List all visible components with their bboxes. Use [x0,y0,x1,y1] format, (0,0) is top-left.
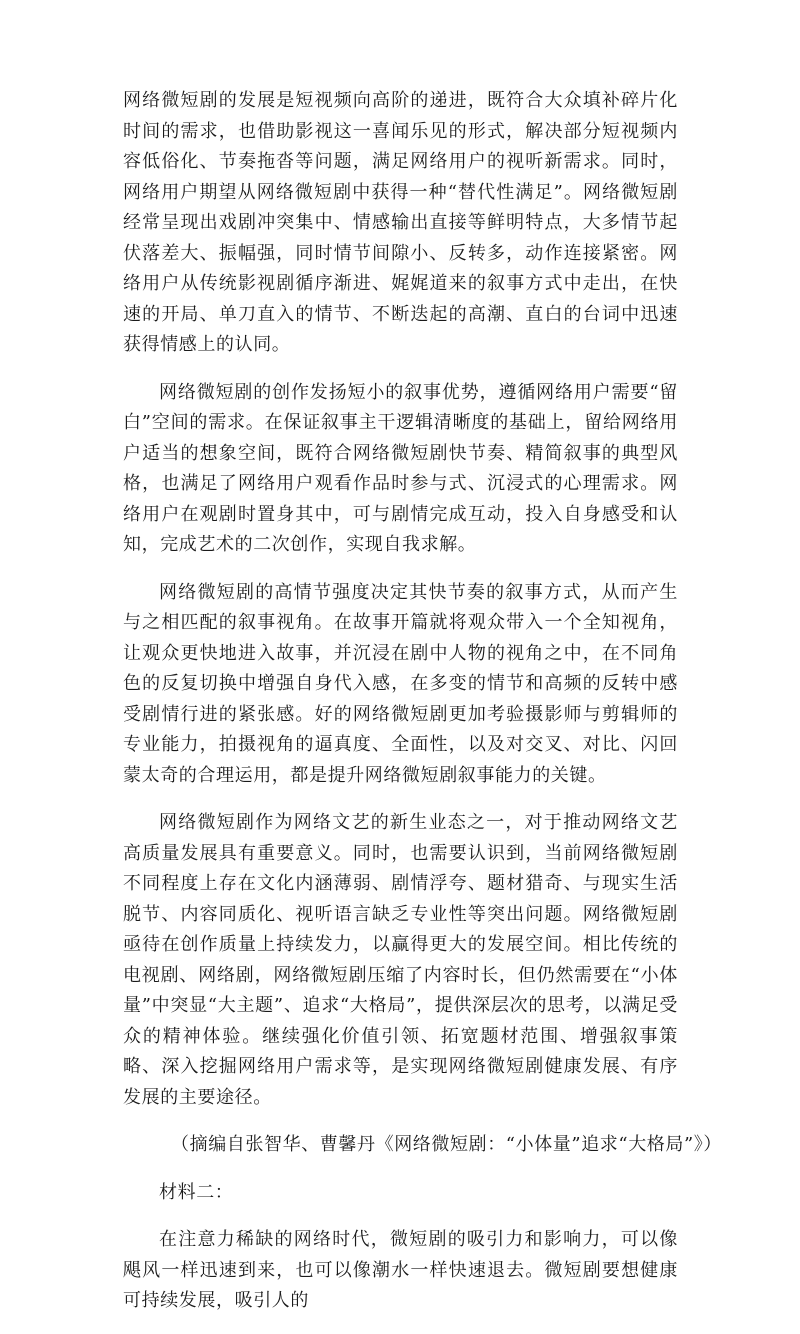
paragraph-4: 网络微短剧作为网络文艺的新生业态之一，对于推动网络文艺高质量发展具有重要意义。同时，也需要认识到，当前网络微短剧不同程度上存在文化内涵薄弱、剧情浮夸、题材猎奇、与现实生活脱节、内容同质化、视听语言缺乏专业性等突出问题。网络微短剧亟待在创作质量上持续发力，以赢得更大的发展空间。相比传统的电视剧、网络剧，网络微短剧压缩了内容时长，但仍然需要在“小体量”中突显“大主题”、追求“大格局”，提供深层次的思考，以满足受众的精神体验。继续强化价值引领、拓宽题材范围、增强叙事策略、深入挖掘网络用户需求等，是实现网络微短剧健康发展、有序发展的主要途径。 [123,812,678,1108]
paragraph-1: 网络微短剧的发展是短视频向高阶的递进，既符合大众填补碎片化时间的需求，也借助影视这一喜闻乐见的形式，解决部分短视频内容低俗化、节奏拖沓等问题，满足网络用户的视听新需求。同时，网络用户期望从网络微短剧中获得一种“替代性满足”。网络微短剧经常呈现出戏剧冲突集中、情感输出直接等鲜明特点，大多情节起伏落差大、振幅强，同时情节间隙小、反转多，动作连接紧密。网络用户从传统影视剧循序渐进、娓娓道来的叙事方式中走出，在快速的开局、单刀直入的情节、不断迭起的高潮、直白的台词中迅速获得情感上的认同。 [123,90,678,355]
section-label: 材料二： [159,1181,234,1203]
source-citation: （摘编自张智华、曹馨丹《网络微短剧：“小体量”追求“大格局”》） [171,1134,723,1155]
paragraph-2: 网络微短剧的创作发扬短小的叙事优势，遵循网络用户需要“留白”空间的需求。在保证叙事主干逻辑清晰度的基础上，留给网络用户适当的想象空间，既符合网络微短剧快节奏、精简叙事的典型风格，也满足了网络用户观看作品时参与式、沉浸式的心理需求。网络用户在观剧时置身其中，可与剧情完成互动，投入自身感受和认知，完成艺术的二次创作，实现自我求解。 [123,381,678,555]
document-body [123,86,723,1334]
paragraph-5: 在注意力稀缺的网络时代，微短剧的吸引力和影响力，可以像飓风一样迅速到来，也可以像潮水一样快速退去。微短剧要想健康可持续发展，吸引人的 [123,1229,678,1311]
paragraph-3: 网络微短剧的高情节强度决定其快节奏的叙事方式，从而产生与之相匹配的叙事视角。在故事开篇就将观众带入一个全知视角，让观众更快地进入故事，并沉浸在剧中人物的视角之中，在不同角色的反复切换中增强自身代入感，在多变的情节和高频的反转中感受剧情行进的紧张感。好的网络微短剧更加考验摄影师与剪辑师的专业能力，拍摄视角的逼真度、全面性，以及对交叉、对比、闪回蒙太奇的合理运用，都是提升网络微短剧叙事能力的关键。 [123,581,678,786]
